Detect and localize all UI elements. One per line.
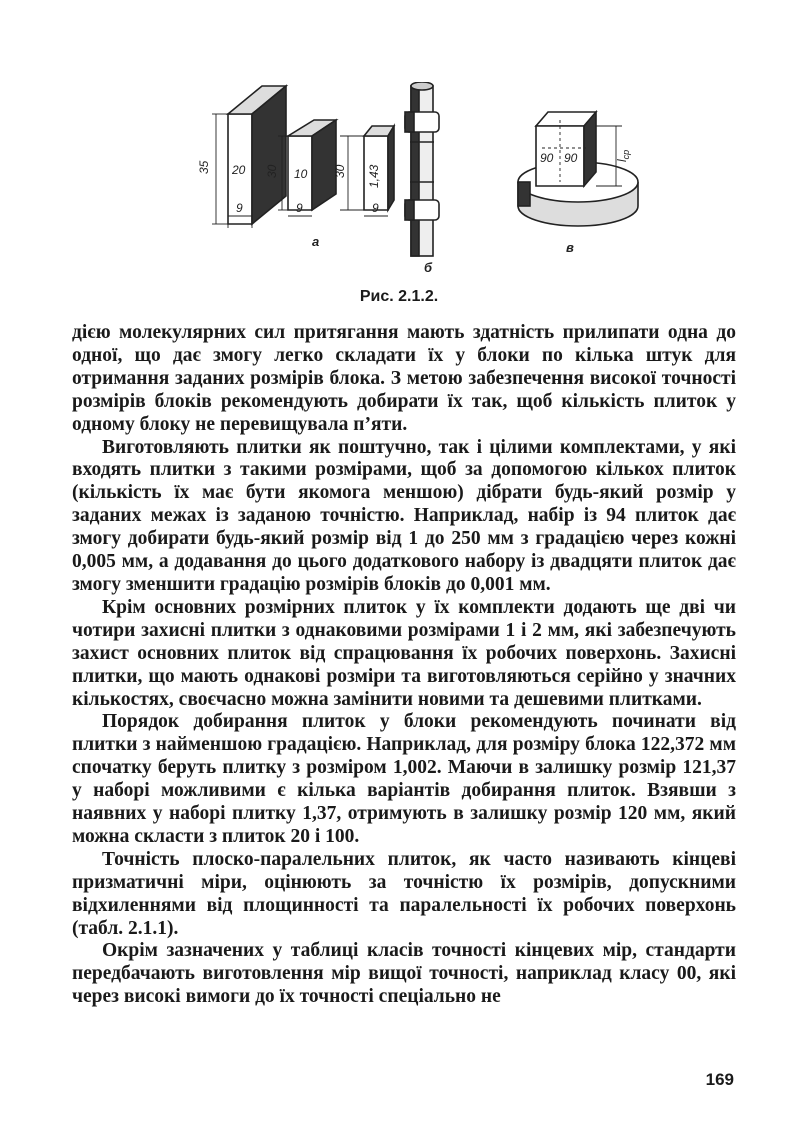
paragraph-5: Точність плоско-паралельних плиток, як часто називають кінцеві призматичні міри, оцінюють за точністю їх розмірів, допускними відхиленнями від площинності та паралельності їх робочих поверхонь (табл. 2.1.1).	[72, 848, 736, 939]
paragraph-1: дією молекулярних сил притягання мають здатність прилипати одна до одної, що дає змогу легко складати їх у блоки по кілька штук для отримання заданих розмірів блока. З метою забезпечення високої точності розмірів блоків рекомендують добирати їх так, щоб кількість плиток у одному блоку не перевищувала п’яти.	[72, 322, 736, 435]
dim-base-a1: 9	[236, 201, 243, 215]
dim-base-a2: 9	[296, 201, 303, 215]
angle-label-2: 90	[564, 151, 578, 165]
angle-label-1: 90	[540, 151, 554, 165]
dim-height-a1: 35	[197, 160, 211, 174]
paragraph-6: Окрім зазначених у таблиці класів точності кінцевих мір, стандарти передбачають виготовлення мір вищої точності, наприклад класу 00, які через високі вимоги до їх точності спеціально не	[72, 940, 736, 1008]
label-v: в	[566, 240, 574, 255]
dim-base-a3: 9	[372, 201, 379, 215]
dim-label-a3: 1,43	[367, 164, 381, 188]
gauge-block-10	[288, 120, 336, 210]
dim-label-a1: 20	[232, 163, 246, 177]
label-a: а	[312, 234, 320, 249]
dim-height-a2: 30	[265, 164, 279, 178]
label-b: б	[424, 260, 433, 275]
figure-2-1-2	[190, 82, 640, 282]
paragraph-4: Порядок добирання плиток у блоки рекомендують починати від плитки з найменшою градацією. Наприклад, для розміру блока 122,372 мм спочатку беруть плитку з розміром 1,002. Маючи в залишку розмір 121,37 у наборі можливими є кілька варіантів добирання плиток. Взявши з наявних у наборі плитку 1,37, отримують в залишку розмір 120 мм, який можна скласти з плиток 20 і 100.	[72, 711, 736, 847]
page-number: 169	[705, 1070, 734, 1089]
figure-caption: Рис. 2.1.2.	[359, 288, 439, 305]
paragraph-3: Крім основних розмірних плиток у їх комплекти додають ще дві чи чотири захисні плитки з однаковими розмірами 1 і 2 мм, які забезпечують захист основних плиток від спрацювання їх робочих поверхонь. Захисні плитки, що мають однакові розміри та виготовляються серійно у значних кількостях, своєчасно можна замінити новими та дешевими плитками.	[72, 596, 736, 710]
measurement-base-with-block	[518, 112, 638, 226]
dim-height-a3: 30	[333, 164, 347, 178]
dim-label-a2: 10	[294, 167, 308, 181]
body-text	[72, 322, 736, 1009]
gauge-holder-rod	[405, 82, 439, 256]
paragraph-2: Виготовляють плитки як поштучно, так і цілими комплектами, у які входять плитки з такими розмірами, щоб за допомогою кількох плиток (кількість їх має бути якомога меншою) дібрати будь-який розмір у заданих межах із заданою точністю. Наприклад, набір із 94 плиток дає змогу добирати будь-який розмір від 1 до 250 мм з градацією через кожні 0,005 мм, а додавання до цього додаткового набору із двадцяти плиток дає змогу зменшити градацію розмірів блоків до 0,001 мм.	[72, 436, 736, 595]
gauge-blocks-illustration	[190, 82, 640, 282]
dim-lcp: $l_{cp}$	[615, 149, 631, 162]
